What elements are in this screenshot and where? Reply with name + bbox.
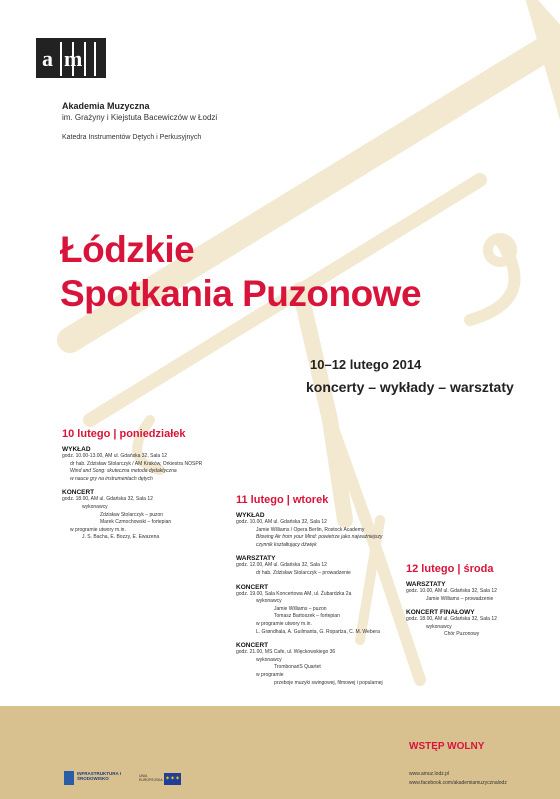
- event-line: L. Grøndhala, A. Guilmanta, G. Ropartza, C. M. Webera: [256, 628, 380, 635]
- event-line: godz. 10.00, AM ul. Gdańska 32, Sala 12: [406, 588, 497, 594]
- event-line: wykonawcy: [256, 656, 282, 663]
- title-line-1: Łódzkie: [60, 229, 195, 270]
- event-line: dr hab. Zdzisław Stolarczyk / AM Kraków, Orkiestra NOSPR: [70, 460, 203, 467]
- event-line: Jamie Williams – prowadzenie: [426, 595, 494, 602]
- title-line-2: Spotkania Puzonowe: [60, 273, 422, 314]
- academy-logo: [36, 38, 106, 78]
- event-line: Jamie Williams / Opera Berlin, Rostock Academy: [256, 526, 365, 533]
- event-line: w nauce gry na instrumentach dętych: [70, 475, 153, 482]
- event-line: Tomasz Bartoszek – fortepian: [274, 613, 340, 620]
- facebook-link[interactable]: www.facebook.com/akademiamuzycznalodz: [409, 780, 507, 786]
- eu-sponsor-text: [139, 774, 163, 786]
- event-line: godz. 18.00, AM ul. Gdańska 32, Sala 12: [406, 616, 497, 623]
- event-line: wykonawcy: [426, 623, 452, 630]
- event-line: przeboje muzyki swingowej, filmowej i popularnej: [274, 679, 383, 686]
- event-type: WYKŁAD: [236, 512, 265, 519]
- event-line: godz. 12.00, AM ul. Gdańska 32, Sala 12: [236, 562, 327, 569]
- event-line: czynnik kształtujący dźwięk: [256, 541, 317, 548]
- event-line: Marek Czmochowski – fortepian: [100, 519, 172, 526]
- event-line: godz. 19.00, Sala Koncertowa AM, ul. Żubardzka 2a: [236, 590, 352, 597]
- event-line: w programie: [256, 671, 284, 678]
- event-line: Wind and Song: skuteczna metoda dydaktyczna: [70, 468, 177, 475]
- event-type: WARSZTATY: [406, 581, 446, 588]
- event-type: WARSZTATY: [236, 555, 276, 563]
- event-line: dr hab. Zdzisław Stolarczyk – prowadzenie: [256, 569, 351, 576]
- event-type: KONCERT: [236, 642, 269, 650]
- event-line: godz. 18.00, AM ul. Gdańska 32, Sala 12: [62, 496, 153, 503]
- event-type: KONCERT FINAŁOWY: [406, 609, 475, 617]
- event-type: KONCERT: [62, 489, 95, 497]
- sponsor-1-label: INFRASTRUKTURA I ŚRODOWISKO: [77, 771, 122, 781]
- event-line: godz. 21.00, MS Cafe, ul. Więckowskiego 36: [236, 649, 336, 656]
- institution-patron: im. Grażyny i Kiejstuta Bacewiczów w Łodzi: [62, 113, 218, 122]
- event-line: Zdzisław Stolarczyk – puzon: [100, 511, 164, 518]
- event-line: J. S. Bacha, E. Bozzy, E. Ewazena: [82, 534, 160, 541]
- poster-title: [60, 228, 421, 316]
- day-3-header: 12 lutego | środa: [406, 563, 494, 575]
- event-subtitle: koncerty – wykłady – warsztaty: [306, 379, 514, 395]
- free-entry-label: WSTĘP WOLNY: [409, 741, 485, 752]
- event-line: Jamie Williams – puzon: [274, 605, 327, 612]
- event-line: TrombonariS Quartet: [274, 664, 321, 671]
- department-name: Katedra Instrumentów Dętych i Perkusyjnych: [62, 134, 202, 141]
- institution-name: Akademia Muzyczna: [62, 101, 150, 111]
- event-line: wykonawcy: [82, 503, 108, 510]
- event-type: KONCERT: [236, 583, 269, 591]
- eu-flag-icon: [164, 773, 181, 785]
- sponsor-mark-icon: [64, 771, 74, 785]
- day-1-header: 10 lutego | poniedziałek: [62, 428, 186, 440]
- event-line: Blowing Air from your Mind: powietrze jako najważniejszy: [256, 534, 383, 541]
- eu-stars-icon: ✶✶✶: [164, 776, 181, 782]
- svg-text:a: a: [42, 46, 53, 71]
- svg-text:m: m: [64, 46, 83, 71]
- event-line: w programie utwory m.in.: [256, 620, 312, 627]
- event-line: Chór Puzonowy: [444, 631, 480, 638]
- event-type: WYKŁAD: [62, 446, 91, 453]
- day-2-schedule: [236, 494, 426, 687]
- sponsor-2-label: UNIA EUROPEJSKA: [139, 774, 163, 782]
- website-link[interactable]: www.amuz.lodz.pl: [409, 771, 450, 777]
- infrastructure-sponsor-logo: [64, 771, 124, 789]
- event-line: w programie utwory m.in.: [70, 526, 126, 533]
- event-dates: 10–12 lutego 2014: [310, 357, 422, 372]
- day-2-header: 11 lutego | wtorek: [236, 494, 329, 506]
- day-1-schedule: [62, 428, 262, 542]
- event-line: godz. 10.00-13.00, AM ul. Gdańska 32, Sala 12: [62, 453, 168, 459]
- event-line: godz. 10.00, AM ul. Gdańska 32, Sala 12: [236, 519, 327, 525]
- day-3-schedule: [406, 563, 546, 639]
- event-line: wykonawcy: [256, 598, 282, 605]
